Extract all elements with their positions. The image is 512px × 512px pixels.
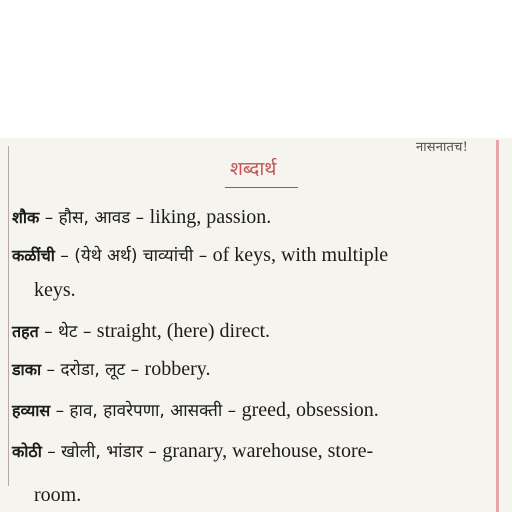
entry-english: granary, warehouse, store- bbox=[162, 440, 374, 462]
entry-continuation: room. bbox=[34, 484, 82, 506]
entry-term: तहत bbox=[12, 322, 39, 341]
entry-havyas bbox=[12, 399, 379, 420]
entry-marathi: – थेट – bbox=[38, 322, 97, 342]
entry-english: of keys, with multiple bbox=[212, 244, 389, 266]
top-margin bbox=[0, 0, 512, 138]
entry-english: greed, obsession. bbox=[241, 399, 379, 421]
entry-marathi: – हाव, हावरेपणा, आसक्ती – bbox=[50, 401, 242, 421]
entry-term: कळींची bbox=[12, 246, 55, 265]
entry-kalinchi bbox=[12, 244, 388, 265]
right-margin-rule bbox=[496, 140, 499, 512]
left-margin-rule bbox=[8, 146, 9, 486]
entry-term: डाका bbox=[12, 360, 42, 379]
entry-marathi: – खोली, भांडार – bbox=[41, 442, 163, 462]
entry-kothi-continuation bbox=[34, 484, 81, 505]
entry-term: शौक bbox=[12, 208, 40, 227]
entry-term: कोठी bbox=[12, 442, 42, 461]
entry-continuation: keys. bbox=[34, 279, 76, 301]
entry-kalinchi-continuation bbox=[34, 279, 76, 300]
entry-english: liking, passion. bbox=[149, 206, 272, 228]
entry-english: robbery. bbox=[144, 358, 211, 380]
entry-term: हव्यास bbox=[12, 401, 51, 420]
entry-marathi: – (येथे अर्थ) चाव्यांची – bbox=[54, 246, 213, 266]
entry-marathi: – दरोडा, लूट – bbox=[41, 360, 145, 380]
title-underline bbox=[225, 187, 298, 188]
entry-english: straight, (here) direct. bbox=[96, 320, 271, 342]
entry-daka bbox=[12, 358, 210, 379]
cropped-header-fragment: नासनातच! bbox=[416, 140, 469, 155]
section-title: शब्दार्थ bbox=[230, 158, 277, 180]
entry-tahat bbox=[12, 320, 270, 341]
entry-marathi: – हौस, आवड – bbox=[39, 208, 150, 228]
entry-shauk bbox=[12, 206, 271, 227]
entry-kothi bbox=[12, 440, 373, 461]
